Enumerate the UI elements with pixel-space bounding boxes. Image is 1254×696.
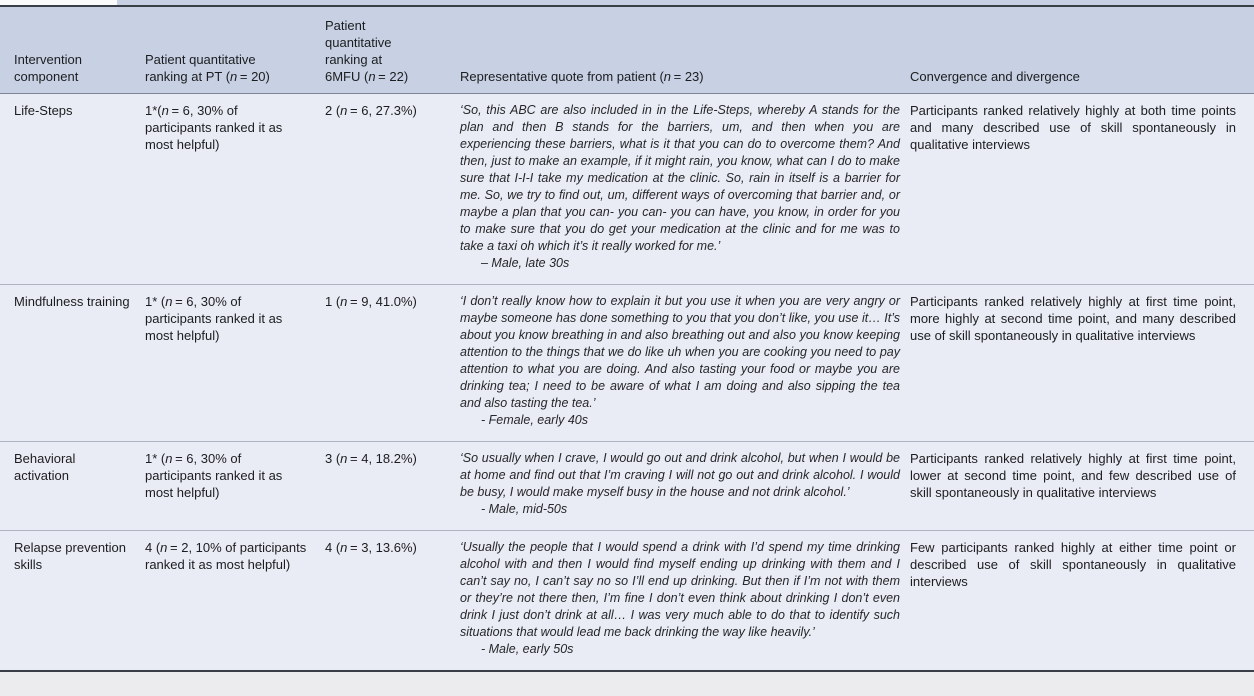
- cell-quote: [460, 442, 910, 531]
- table-top-edge: [0, 0, 1254, 5]
- col-header-label: Patient quantitative ranking at 6MFU (n = 22): [325, 18, 409, 84]
- col-header-intervention-component: [0, 6, 145, 94]
- top-edge-white-segment: [0, 0, 117, 5]
- col-header-label: Representative quote from patient (n = 23): [460, 69, 704, 84]
- col-header-convergence-divergence: [910, 6, 1254, 94]
- cell-ranking-6mfu: 2 (n = 6, 27.3%): [325, 103, 417, 118]
- col-header-ranking-pt: [145, 6, 325, 94]
- patient-quote: ‘So, this ABC are also included in in the Life-Steps, whereby A stands for the plan and then B stands for the barriers, um, and then when you are experiencing these barriers, what is it that you can do to overcome them? And then, just to make an example, if it might rain, you know, what can I do to make sure that I-I-I take my medication at the clinic. So, rain in itself is a barrier for me. So, we try to find out, um, different ways of overcoming that barrier and, or maybe a plan that you can- you can- you can have, you know, in order for you to make sure that you do get your medication at the clinic and for me was to take a taxi oh which it’s it really worked for me.’: [460, 103, 900, 253]
- cell-component: Mindfulness training: [0, 285, 145, 442]
- cell-quote: [460, 285, 910, 442]
- cell-quote: [460, 94, 910, 285]
- table-row-mindfulness-training: [0, 285, 1254, 442]
- col-header-label: Convergence and divergence: [910, 69, 1080, 84]
- cell-ranking-6mfu: 1 (n = 9, 41.0%): [325, 285, 460, 442]
- header-row: [0, 6, 1254, 94]
- col-header-label: Intervention component: [14, 52, 82, 84]
- cell-quote: [460, 531, 910, 672]
- table-row-life-steps: [0, 94, 1254, 285]
- cell-ranking-6mfu: 3 (n = 4, 18.2%): [325, 442, 460, 531]
- cell-component: Relapse prevention skills: [0, 531, 145, 672]
- cell-component: Behavioral activation: [0, 442, 145, 531]
- table-row-behavioral-activation: [0, 442, 1254, 531]
- patient-quote: ‘So usually when I crave, I would go out and drink alcohol, but when I would be at home and find out that I’m craving I will not go out and drink alcohol. I would be busy, I would make myself busy in the house and not drink alcohol.’: [460, 451, 900, 499]
- cell-component: Life-Steps: [14, 103, 73, 118]
- patient-quote: ‘I don’t really know how to explain it but you use it when you are very angry or maybe someone has done something to you that you don’t like, you use it… It’s about you know breathing in and also breathing out and also you know keeping attention to the things that we do like uh when you are cooking you need to pay attention to what you are doing. And also tasting your food or maybe you are drinking tea; I need to be aware of what I am doing and also sipping the tea and also tasting the tea.’: [460, 294, 900, 410]
- quote-attribution: – Male, late 30s: [481, 256, 570, 270]
- cell-convergence: Participants ranked relatively highly at first time point, lower at second time point, and few described use of skill spontaneously in qualitative interviews: [910, 442, 1254, 531]
- cell-ranking-pt: 1* (n = 6, 30% of participants ranked it as most helpful): [145, 442, 325, 531]
- cell-ranking-6mfu: 4 (n = 3, 13.6%): [325, 531, 460, 672]
- quote-attribution: - Female, early 40s: [481, 413, 588, 427]
- cell-ranking-pt: 4 (n = 2, 10% of participants ranked it as most helpful): [145, 531, 325, 672]
- quote-attribution: - Male, early 50s: [481, 642, 574, 656]
- col-header-label: Patient quantitative ranking at PT (n = 20): [145, 52, 270, 84]
- patient-quote: ‘Usually the people that I would spend a drink with I’d spend my time drinking alcohol with and then I would find myself ending up drinking with them and I can’t say no, I can’t say no so I’ll end up drinking. But then if I’m not with them or they’re not there then, I’m fine I don’t even think about drinking I don’t even drink I just don’t drink at all… I was very much able to do that to identify such situations that would lead me back drinking the way like heavily.’: [460, 540, 900, 639]
- col-header-representative-quote: [460, 6, 910, 94]
- cell-convergence: Few participants ranked highly at either time point or described use of skill spontaneously in qualitative interviews: [910, 531, 1254, 672]
- col-header-ranking-6mfu: [325, 6, 460, 94]
- cell-convergence: Participants ranked relatively highly at both time points and many described use of skill spontaneously in qualitative interviews: [910, 103, 1236, 152]
- cell-convergence: Participants ranked relatively highly at first time point, more highly at second time point, and many described use of skill spontaneously in qualitative interviews: [910, 285, 1254, 442]
- top-edge-blue-segment: [117, 0, 1254, 5]
- quote-attribution: - Male, mid-50s: [481, 502, 568, 516]
- cell-ranking-pt: 1*(n = 6, 30% of participants ranked it as most helpful): [145, 103, 283, 152]
- table-row-relapse-prevention-skills: [0, 531, 1254, 672]
- mixed-methods-results-table: [0, 5, 1254, 672]
- cell-ranking-pt: 1* (n = 6, 30% of participants ranked it as most helpful): [145, 285, 325, 442]
